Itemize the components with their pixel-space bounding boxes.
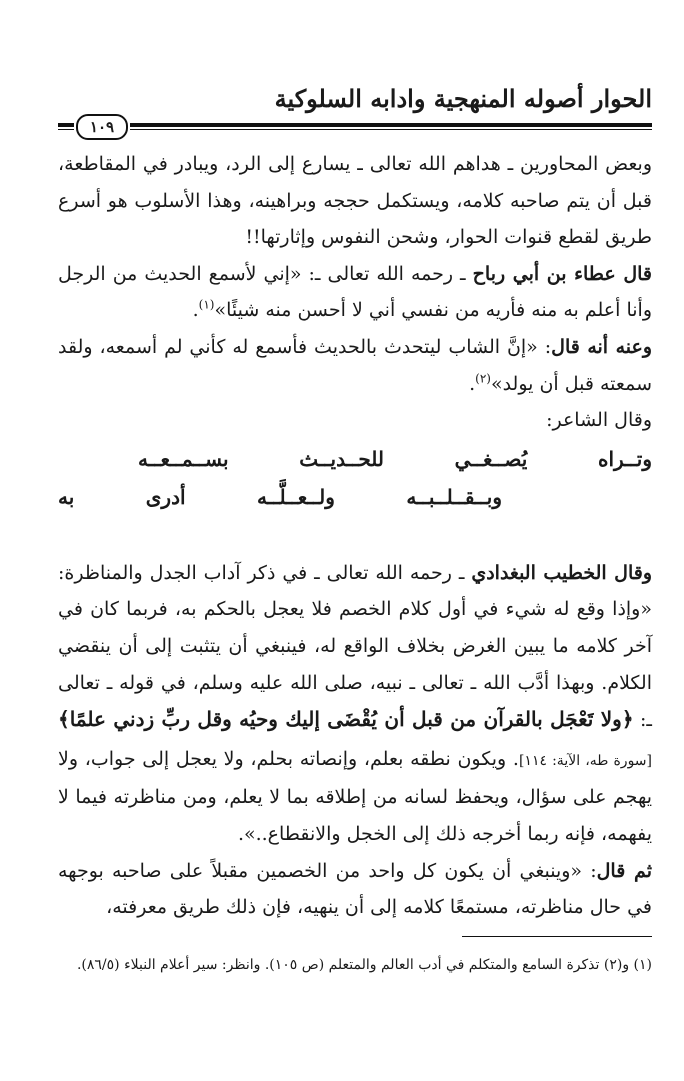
running-title: الحوار أصوله المنهجية وادابه السلوكية: [274, 84, 652, 113]
footnotes: [58, 936, 652, 979]
header-rule-line-short: [58, 123, 74, 130]
paragraph: [58, 853, 652, 926]
quote-text: : «إنَّ الشاب ليتحدث بالحديث فأسمع له كأني لم أسمعه، ولقد سمعته قبل أن يولد»: [58, 335, 652, 395]
verse-reference: [سورة طه، الآية: ١١٤]: [518, 752, 652, 769]
paragraph: وبعض المحاورين ـ هداهم الله تعالى ـ يسارع إلى الرد، ويبادر في المقاطعة، قبل أن يتم صاحبه كلامه، ويستكمل حججه وبراهينه، وهذا الأسلوب هو أسرع طريق لقطع قنوات الحوار، وشحن النفوس وإثارتها!!: [58, 153, 652, 249]
paragraph: قال عطاء بن أبي رباح ـ رحمه الله تعالى ـ: «إني لأسمع الحديث من الرجل وأنا أعلم به منه فأريه من نفسي أني لا أحسن منه شيئًا»$^{(١)}$.: [58, 262, 652, 322]
header-rule: [58, 116, 652, 136]
paragraph: وقال الشاعر:: [546, 409, 652, 432]
verse-word: وتــراه: [597, 446, 652, 471]
paragraph: وعنه أنه قال: «إنَّ الشاب ليتحدث بالحديث فأسمع له كأني لم أسمعه، ولقد سمعته قبل أن يولد»$^{(٢)}$.: [58, 335, 653, 395]
speaker-name: وعنه أنه قال: [551, 335, 653, 358]
speaker-name: قال عطاء بن أبي رباح: [472, 262, 652, 285]
quote-text: ـ رحمه الله تعالى ـ في ذكر آداب الجدل والمناظرة: «وإذا وقع له شيء في أول كلام الخصم فلا يعجل بالحكم به، فربما كان في آخر كلامه ما يبين الغرض بخلاف الواقع له، فينبغي أن يتثبت إلى أن ينقضي الكلام. وبهذا أدَّب الله ـ تعالى ـ نبيه، صلى الله عليه وسلم، في قوله ـ تعالى ـ:: [58, 561, 652, 732]
body-text: [58, 146, 652, 926]
footnote-marker: (٢): [475, 371, 491, 386]
verse-line-1: [138, 441, 652, 477]
blank-space: [58, 519, 652, 555]
speaker-name: ثم قال: [596, 859, 652, 882]
verse-word: بســمــعــه: [138, 446, 229, 471]
verse-word: وبــقــلــبــه: [406, 484, 502, 509]
quran-verse: ﴿ولا تَعْجَل بالقرآن من قبل أن يُقْضَى إليك وحيُه وقل ربِّ زدني علمًا﴾: [58, 707, 634, 732]
paragraph: [58, 555, 652, 853]
quote-text: ـ رحمه الله تعالى ـ: «إني لأسمع الحديث من الرجل وأنا أعلم به منه فأريه من نفسي أني لا أحسن منه شيئًا»: [58, 262, 652, 322]
footnote-separator: [462, 936, 652, 937]
page-header: [58, 80, 652, 138]
page-number: ١٠٩: [76, 114, 128, 140]
verse-word: أدرى: [145, 484, 186, 509]
quote-text: . ويكون نطقه بعلم، وإنصاته بحلم، ولا يعجل إلى جواب، ولا يهجم على سؤال، ويحفظ لسانه من إطلاقه بما لا يعلم، ومن مناظرته فيما لا يفهمه، فإنه ربما أخرجه ذلك إلى الخجل والانقطاع..».: [58, 747, 652, 845]
verse-word: ولــعــلَّــه: [257, 484, 335, 509]
verse-word: يُصــغــي: [454, 446, 528, 471]
poem-verse: [58, 439, 652, 519]
footnote-text: (١) و(٢) تذكرة السامع والمتكلم في أدب العالم والمتعلم (ص ١٠٥). وانظر: سير أعلام النبلاء (٨٦/٥).: [76, 957, 652, 973]
header-rule-line: [130, 123, 652, 130]
verse-line-2: [58, 479, 502, 515]
verse-word: للحــديــث: [299, 446, 384, 471]
footnote-marker: (١): [198, 298, 215, 313]
verse-word: به: [58, 484, 75, 509]
speaker-name: وقال الخطيب البغدادي: [471, 561, 652, 584]
quote-text: : «وينبغي أن يكون كل واحد من الخصمين مقبلاً على صاحبه بوجهه في حال مناظرته، مستمعًا كلامه إلى أن ينهيه، فإن ذلك طريق معرفته،: [58, 859, 652, 919]
